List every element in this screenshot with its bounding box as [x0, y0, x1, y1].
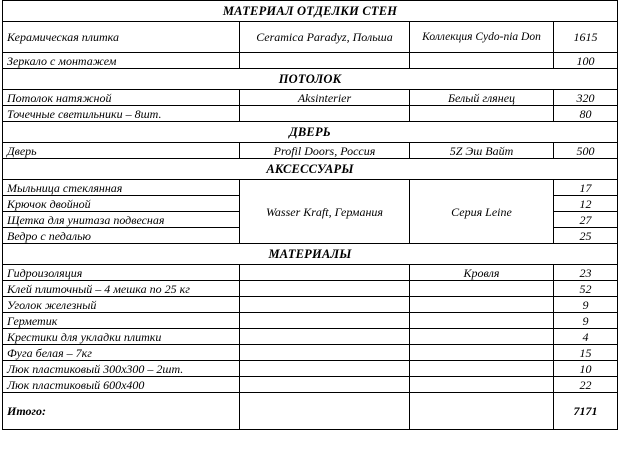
- table-row: [3, 53, 618, 69]
- item-price: 4: [554, 329, 618, 345]
- table-row: [3, 313, 618, 329]
- item-name: Ведро с педалью: [3, 228, 240, 244]
- item-price: 22: [554, 377, 618, 393]
- item-name: Дверь: [3, 143, 240, 159]
- total-empty-cell: [240, 393, 410, 430]
- item-price: 1615: [554, 22, 618, 53]
- item-price: 80: [554, 106, 618, 122]
- item-name: Потолок натяжной: [3, 90, 240, 106]
- total-label: Итого:: [3, 393, 240, 430]
- table-row: [3, 329, 618, 345]
- item-name: Мыльница стеклянная: [3, 180, 240, 196]
- table-row: [3, 297, 618, 313]
- section-header-row: [3, 122, 618, 143]
- item-brand: [240, 53, 410, 69]
- item-collection: [410, 313, 554, 329]
- item-collection: [410, 329, 554, 345]
- item-price: 17: [554, 180, 618, 196]
- item-collection: Коллекция Cydo-nia Don: [410, 22, 554, 53]
- estimate-table: [2, 0, 618, 430]
- item-collection: [410, 106, 554, 122]
- table-row: [3, 377, 618, 393]
- item-price: 9: [554, 297, 618, 313]
- item-collection: 5Z Эш Вайт: [410, 143, 554, 159]
- section-header-row: [3, 244, 618, 265]
- section-title-walls: МАТЕРИАЛ ОТДЕЛКИ СТЕН: [3, 1, 618, 22]
- total-value: 7171: [554, 393, 618, 430]
- accessories-collection: Серия Leine: [410, 180, 554, 244]
- item-collection: [410, 361, 554, 377]
- item-name: Зеркало с монтажем: [3, 53, 240, 69]
- item-collection: [410, 345, 554, 361]
- item-brand: [240, 329, 410, 345]
- table-row: [3, 361, 618, 377]
- table-row: [3, 106, 618, 122]
- item-collection: Белый глянец: [410, 90, 554, 106]
- section-title-ceiling: ПОТОЛОК: [3, 69, 618, 90]
- item-collection: [410, 377, 554, 393]
- table-row: [3, 22, 618, 53]
- section-header-row: [3, 1, 618, 22]
- item-price: 27: [554, 212, 618, 228]
- total-empty-cell: [410, 393, 554, 430]
- item-name: Фуга белая – 7кг: [3, 345, 240, 361]
- item-price: 52: [554, 281, 618, 297]
- item-name: Крючок двойной: [3, 196, 240, 212]
- item-collection: Кровля: [410, 265, 554, 281]
- item-name: Гидроизоляция: [3, 265, 240, 281]
- section-title-accessories: АКСЕССУАРЫ: [3, 159, 618, 180]
- item-price: 500: [554, 143, 618, 159]
- item-name: Люк пластиковый 300x300 – 2шт.: [3, 361, 240, 377]
- section-header-row: [3, 159, 618, 180]
- item-price: 25: [554, 228, 618, 244]
- item-name: Щетка для унитаза подвесная: [3, 212, 240, 228]
- item-brand: [240, 297, 410, 313]
- section-header-row: [3, 69, 618, 90]
- total-row: [3, 393, 618, 430]
- item-brand: Ceramica Paradyz, Польша: [240, 22, 410, 53]
- item-brand: [240, 281, 410, 297]
- item-name: Клей плиточный – 4 мешка по 25 кг: [3, 281, 240, 297]
- item-price: 9: [554, 313, 618, 329]
- item-brand: [240, 345, 410, 361]
- item-brand: [240, 377, 410, 393]
- item-brand: Aksinterier: [240, 90, 410, 106]
- section-title-door: ДВЕРЬ: [3, 122, 618, 143]
- item-name: Керамическая плитка: [3, 22, 240, 53]
- item-price: 320: [554, 90, 618, 106]
- item-brand: [240, 313, 410, 329]
- item-name: Крестики для укладки плитки: [3, 329, 240, 345]
- item-name: Точечные светильники – 8шт.: [3, 106, 240, 122]
- accessories-brand: Wasser Kraft, Германия: [240, 180, 410, 244]
- table-row: [3, 90, 618, 106]
- item-brand: [240, 106, 410, 122]
- item-brand: [240, 361, 410, 377]
- item-name: Уголок железный: [3, 297, 240, 313]
- item-brand: [240, 265, 410, 281]
- table-row: [3, 281, 618, 297]
- item-name: Люк пластиковый 600x400: [3, 377, 240, 393]
- section-title-materials: МАТЕРИАЛЫ: [3, 244, 618, 265]
- item-price: 23: [554, 265, 618, 281]
- item-brand: Profil Doors, Россия: [240, 143, 410, 159]
- table-row: [3, 265, 618, 281]
- item-collection: [410, 53, 554, 69]
- table-row: [3, 143, 618, 159]
- item-price: 12: [554, 196, 618, 212]
- item-price: 15: [554, 345, 618, 361]
- table-row: [3, 345, 618, 361]
- item-collection: [410, 281, 554, 297]
- item-price: 100: [554, 53, 618, 69]
- item-collection: [410, 297, 554, 313]
- table-row: [3, 180, 618, 196]
- item-price: 10: [554, 361, 618, 377]
- item-name: Герметик: [3, 313, 240, 329]
